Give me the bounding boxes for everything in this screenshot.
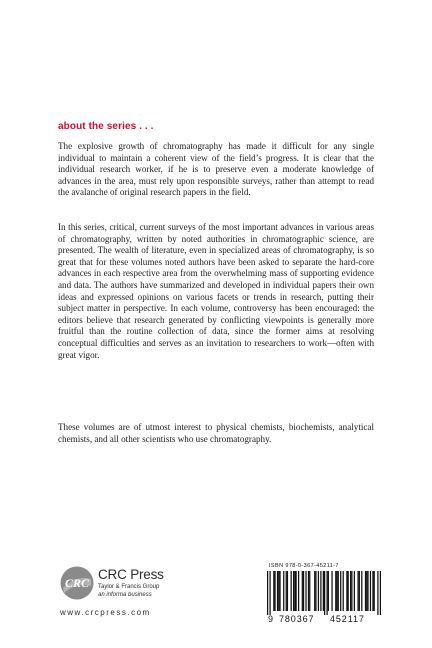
barcode-bar xyxy=(326,571,327,615)
barcode-bar xyxy=(267,571,268,615)
barcode-bar xyxy=(283,571,284,611)
barcode-bar xyxy=(354,571,355,611)
barcode-bar xyxy=(357,571,358,611)
logo-mark-text: CRC xyxy=(64,576,90,590)
barcode-bar xyxy=(351,571,352,611)
barcode-bar xyxy=(308,571,309,611)
barcode-bar xyxy=(291,571,292,611)
publisher-group: Taylor & Francis Group xyxy=(98,584,160,590)
barcode-bar xyxy=(315,571,316,611)
barcode-bar xyxy=(279,571,280,611)
barcode-bar xyxy=(335,571,336,611)
barcode-bar xyxy=(286,571,287,611)
barcode-bar xyxy=(361,571,362,611)
barcode-bar xyxy=(350,571,351,611)
barcode-bar xyxy=(359,571,360,611)
barcode-lead-digit: 9 xyxy=(268,614,274,624)
barcode-bar xyxy=(328,571,329,611)
barcode-bar xyxy=(287,571,288,611)
crc-logo-icon xyxy=(60,566,94,600)
isbn-barcode xyxy=(267,564,381,624)
barcode-bar xyxy=(274,571,275,611)
series-paragraph-1: The explosive growth of chromatography has made it difficult for any single individual to maintain a coherent view of the field’s progress. It is clear that the individual research worker, if he is to preserve even a moderate knowledge of advances in the area, must rely upon responsible surveys, rather than attempt to read the avalanche of original research papers in the field. xyxy=(58,141,374,198)
barcode-bar xyxy=(277,571,278,611)
publisher-tagline: an informa business xyxy=(98,592,152,598)
barcode-bar xyxy=(367,571,368,611)
publisher-name: CRC Press xyxy=(98,567,164,582)
barcode-bar xyxy=(372,571,373,611)
barcode-bar xyxy=(374,571,375,611)
barcode-bars xyxy=(267,571,381,615)
barcode-digits xyxy=(267,614,381,624)
barcode-bar xyxy=(331,571,332,611)
barcode-bar xyxy=(366,571,367,611)
barcode-bar xyxy=(340,571,341,611)
barcode-bar xyxy=(294,571,295,611)
barcode-bar xyxy=(336,571,337,611)
publisher-logo xyxy=(60,566,238,608)
barcode-bar xyxy=(370,571,371,611)
barcode-bar xyxy=(320,571,321,611)
barcode-bar xyxy=(302,571,303,611)
publisher-url[interactable]: www.crcpress.com xyxy=(60,608,151,617)
barcode-group-1: 780367 xyxy=(279,614,315,624)
barcode-bar xyxy=(314,571,315,611)
barcode-bar xyxy=(298,571,299,611)
barcode-bar xyxy=(338,571,339,611)
barcode-bar xyxy=(380,571,381,615)
series-heading: about the series . . . xyxy=(58,121,154,132)
barcode-bar xyxy=(278,571,279,611)
barcode-bar xyxy=(293,571,294,611)
barcode-bar xyxy=(348,571,349,611)
series-paragraph-3: These volumes are of utmost interest to physical chemists, biochemists, analytical chemists, and all other scientists who use chromatography. xyxy=(58,422,374,444)
isbn-label: ISBN 978-0-367-45211-7 xyxy=(269,563,339,569)
barcode-bar xyxy=(296,571,297,611)
barcode-bar xyxy=(324,571,325,615)
barcode-group-2: 452117 xyxy=(330,614,365,624)
barcode-bar xyxy=(303,571,304,611)
barcode-bar xyxy=(377,571,378,615)
barcode-bar xyxy=(273,571,274,611)
barcode-bar xyxy=(346,571,347,611)
barcode-bar xyxy=(365,571,366,611)
barcode-bar xyxy=(305,571,306,611)
barcode-bar xyxy=(323,571,324,611)
barcode-bar xyxy=(269,571,270,615)
barcode-bar xyxy=(318,571,319,611)
series-paragraph-2: In this series, critical, current surveys of the most important advances in various areas of chromatography, written by noted authorities in chromatographic science, are presented. The wealth of literature, even in specialized areas of chromatography, is so great that for these volumes noted authors have been asked to separate the hard-core advances in each respective area from the overwhelming mass of supporting evidence and data. The authors have summarized and developed in individual papers their own ideas and expressed opinions on various facets or trends in research, putting their subject matter in perspective. In each volume, controversy has been encouraged: the editors believe that research generated by conflicting viewpoints is generally more fruitful than the routine collection of data, since the former aims at resolving conceptual difficulties and serves as an invitation to researchers to work—often with great vigor. xyxy=(58,222,374,360)
barcode-bar xyxy=(343,571,344,611)
barcode-bar xyxy=(309,571,310,611)
